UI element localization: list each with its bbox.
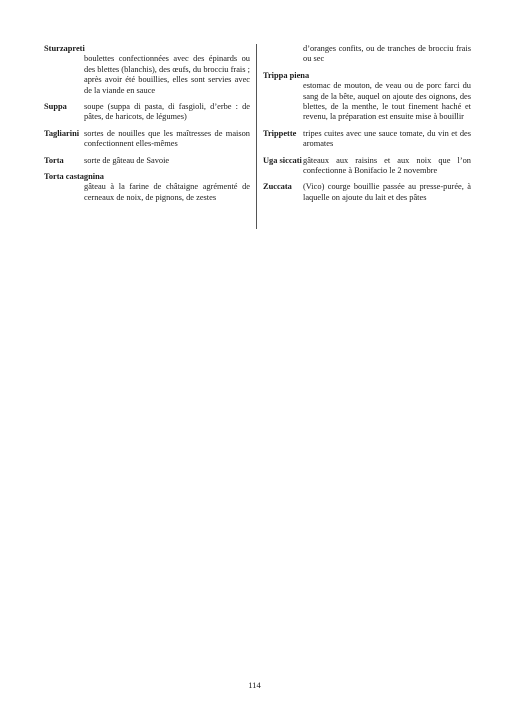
entry-definition: gâteau à la farine de châtaigne agrémenté de cerneaux de noix, de pignons, de zestes bbox=[84, 182, 250, 202]
glossary-entry bbox=[44, 44, 250, 96]
entry-term: Torta castagnina bbox=[44, 172, 104, 182]
entry-definition: estomac de mouton, de veau ou de porc farci du sang de la bête, auquel on ajoute des oignons, des blettes, de la menthe, le tout finement haché et revenu, la préparation est ensuite mise à bouillir bbox=[303, 81, 471, 122]
glossary-entry bbox=[263, 156, 471, 177]
entry-definition: sorte de gâteau de Savoie bbox=[84, 155, 170, 165]
column-divider bbox=[256, 44, 257, 229]
entry-term: Uga siccati bbox=[263, 155, 302, 165]
left-column bbox=[44, 44, 250, 209]
entry-definition: boulettes confectionnées avec des épinards ou des blettes (blanchis), des œufs, du brocciu frais ; après avoir été bouillies, elles sont servies avec de la viande en sauce bbox=[84, 54, 250, 95]
entry-term: Sturzapreti bbox=[44, 44, 85, 53]
entry-definition: (Vico) courge bouillie passée au presse-purée, à laquelle on ajoute du lait et des pâtes bbox=[303, 182, 471, 202]
glossary-entry bbox=[44, 102, 250, 123]
page-number: 114 bbox=[248, 680, 261, 690]
glossary-entry bbox=[263, 71, 471, 123]
entry-term: Trippette bbox=[263, 128, 297, 138]
entry-continuation: d’oranges confits, ou de tranches de brocciu frais ou sec bbox=[303, 44, 471, 64]
entry-term: Tagliarini bbox=[44, 128, 80, 138]
entry-definition: soupe (suppa di pasta, di fasgioli, d’erbe : de pâtes, de haricots, de légumes) bbox=[84, 102, 250, 122]
entry-term: Torta bbox=[44, 155, 64, 165]
entry-definition: tripes cuites avec une sauce tomate, du vin et des aromates bbox=[303, 128, 471, 149]
glossary-entry bbox=[44, 172, 250, 203]
right-column bbox=[263, 44, 471, 209]
glossary-entry bbox=[44, 129, 250, 150]
entry-term: Zuccata bbox=[263, 182, 292, 192]
entry-definition: sortes de nouilles que les maîtresses de maison confectionnent elles-mêmes bbox=[84, 128, 250, 149]
glossary-entry bbox=[263, 129, 471, 150]
glossary-entry bbox=[263, 182, 471, 203]
glossary-entry bbox=[44, 156, 250, 166]
entry-term: Suppa bbox=[44, 102, 67, 112]
entry-definition: gâteaux aux raisins et aux noix que l’on confectionne à Bonifacio le 2 novembre bbox=[303, 155, 471, 176]
entry-term: Trippa piena bbox=[263, 70, 310, 80]
